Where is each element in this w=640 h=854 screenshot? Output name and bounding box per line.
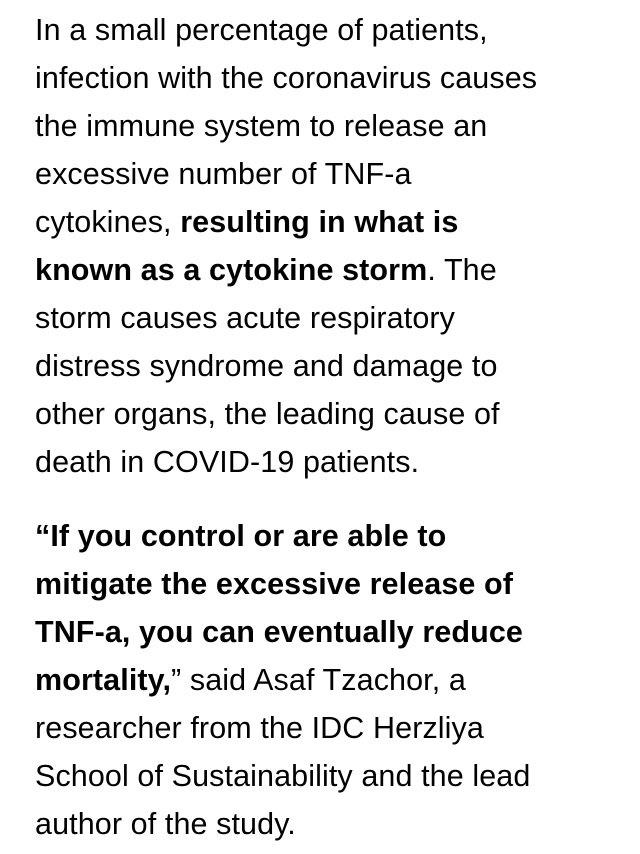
paragraph-spacer	[35, 486, 625, 512]
text-line	[35, 512, 625, 560]
text-span: ” said Asaf Tzachor, a	[171, 663, 466, 697]
text-line	[35, 198, 625, 246]
text-line: In a small percentage of patients,	[35, 13, 488, 47]
text-span: . The	[427, 253, 497, 287]
text-line: researcher from the IDC Herzliya	[35, 711, 484, 745]
bold-quote: “If you control or are able to	[35, 519, 447, 553]
text-span: cytokines,	[35, 205, 181, 239]
text-line	[35, 608, 625, 656]
text-line: excessive number of TNF-a	[35, 157, 412, 191]
text-line: the immune system to release an	[35, 109, 488, 143]
text-line	[35, 656, 625, 704]
bold-quote: TNF-a, you can eventually reduce	[35, 615, 523, 649]
text-line: infection with the coronavirus causes	[35, 61, 538, 95]
paragraph-cytokine-storm	[35, 6, 625, 486]
article-body	[35, 6, 625, 848]
text-line: storm causes acute respiratory	[35, 301, 455, 335]
text-line: death in COVID-19 patients.	[35, 445, 420, 479]
paragraph-quote	[35, 512, 625, 848]
bold-quote: mitigate the excessive release of	[35, 567, 514, 601]
text-line: author of the study.	[35, 807, 296, 841]
text-line	[35, 560, 625, 608]
bold-emphasis: known as a cytokine storm	[35, 253, 428, 287]
text-line: distress syndrome and damage to	[35, 349, 498, 383]
text-line: School of Sustainability and the lead	[35, 759, 531, 793]
bold-quote: mortality,	[35, 663, 172, 697]
bold-emphasis: resulting in what is	[180, 205, 459, 239]
text-line	[35, 246, 625, 294]
text-line: other organs, the leading cause of	[35, 397, 500, 431]
